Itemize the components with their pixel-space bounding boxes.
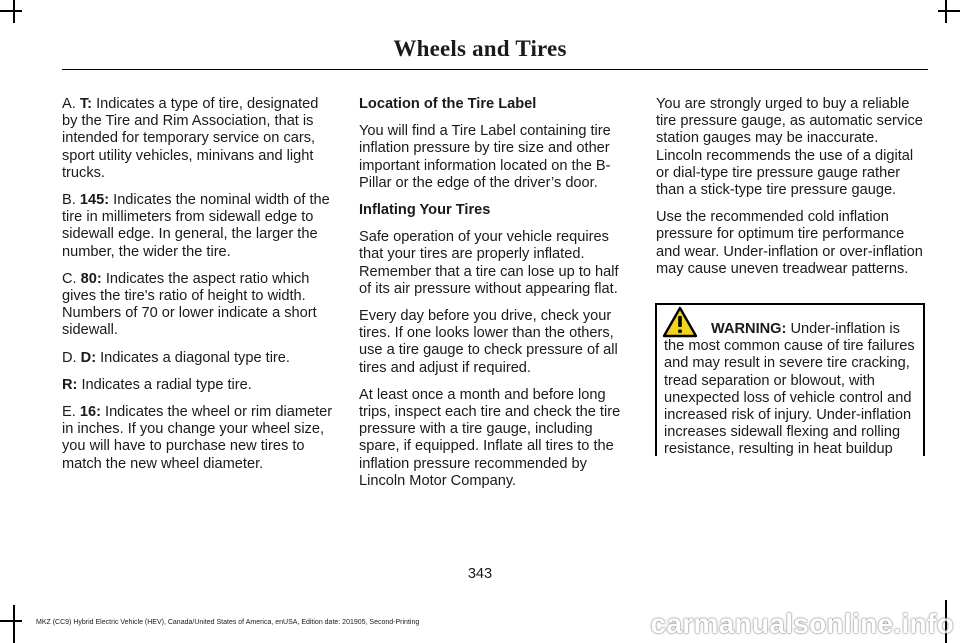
column-left	[62, 96, 334, 483]
watermark: carmanualsonline.info	[650, 608, 954, 639]
warning-text: WARNING: Under-inflation is the most common cause of tire failures and may result in severe tire cracking, tread separation or blowout, with unexpected loss of vehicle control and increased risk of injury. Under-inflation increases sidewall flexing and rolling resistance, resulting in heat buildup	[664, 321, 915, 456]
crop-mark	[13, 605, 15, 643]
item-a: A. T: Indicates a type of tire, designated by the Tire and Rim Association, that is intended for temporary service on cars, sport utility vehicles, minivans and light trucks.	[62, 96, 319, 181]
paragraph: You are strongly urged to buy a reliable tire pressure gauge, as automatic service station gauges may be inaccurate. Lincoln recommends the use of a digital or dial-type tire pressure gauge rather than a stick-type tire pressure gauge.	[656, 96, 923, 199]
warning-triangle-icon	[662, 306, 698, 338]
item-d: D. D: Indicates a diagonal type tire.	[62, 349, 290, 366]
paragraph: You will find a Tire Label containing tire inflation pressure by tire size and other important information located on the B-Pillar or the edge of the driver’s door.	[359, 123, 611, 191]
paragraph: At least once a month and before long trips, inspect each tire and check the tire pressure with a tire gauge, including spare, if equipped. Inflate all tires to the inflation pressure recommended by Lincoln Motor Company.	[359, 386, 621, 489]
column-middle	[359, 96, 631, 500]
crop-mark	[0, 620, 22, 622]
crop-mark	[938, 10, 960, 12]
crop-mark	[0, 10, 22, 12]
section-heading: Inflating Your Tires	[359, 202, 491, 219]
page-number: 343	[467, 566, 493, 582]
section-heading: Location of the Tire Label	[359, 96, 537, 112]
item-e: E. 16: Indicates the wheel or rim diameter in inches. If you change your wheel size, you will have to purchase new tires to match the new wheel diameter.	[62, 404, 333, 472]
paragraph: Every day before you drive, check your tires. If one looks lower than the others, use a tire gauge to check pressure of all tires and adjust if required.	[359, 308, 618, 376]
crop-mark	[945, 0, 947, 23]
edition-footer: MKZ (CC9) Hybrid Electric Vehicle (HEV), Canada/United States of America, enUSA, Edition date: 201905, Second-Printing	[36, 619, 420, 626]
item-b: B. 145: Indicates the nominal width of the tire in millimeters from sidewall edge to sidewall edge. In general, the larger the number, the wider the tire.	[62, 192, 330, 260]
paragraph: Safe operation of your vehicle requires that your tires are properly inflated. Remember that a tire can lose up to half of its air pressure without appearing flat.	[359, 229, 619, 297]
header-rule	[62, 69, 928, 70]
page-title: Wheels and Tires	[393, 36, 567, 61]
item-r: R: Indicates a radial type tire.	[62, 376, 252, 393]
column-right	[656, 96, 928, 288]
crop-mark	[13, 0, 15, 23]
item-c: C. 80: Indicates the aspect ratio which gives the tire's ratio of height to width. Numbers of 70 or lower indicate a short sidewall.	[62, 270, 317, 339]
paragraph: Use the recommended cold inflation pressure for optimum tire performance and wear. Under-inflation or over-inflation may cause uneven treadwear patterns.	[656, 209, 923, 277]
